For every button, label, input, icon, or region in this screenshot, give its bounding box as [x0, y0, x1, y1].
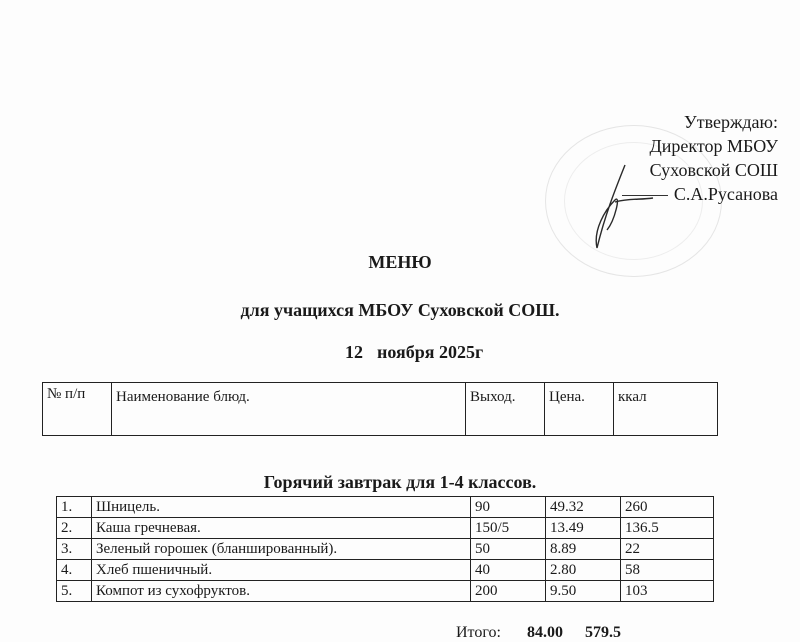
- menu-items-table: [56, 496, 714, 602]
- table-row: [57, 539, 714, 560]
- header-kcal: ккал: [614, 383, 718, 436]
- item-name: Хлеб пшеничный.: [92, 560, 471, 581]
- header-row: [43, 383, 718, 436]
- date-month-year: ноября 2025г: [377, 342, 484, 362]
- totals-kcal: 579.5: [584, 624, 621, 641]
- table-row: [57, 518, 714, 539]
- header-name: Наименование блюд.: [112, 383, 466, 436]
- item-output: 200: [471, 581, 546, 602]
- totals-row: [456, 624, 621, 642]
- item-name: Шницель.: [92, 497, 471, 518]
- item-name: Зеленый горошек (бланшированный).: [92, 539, 471, 560]
- menu-header-table: [42, 382, 718, 436]
- signature-line: [622, 195, 668, 196]
- approval-signatory: С.А.Русанова: [673, 184, 778, 204]
- item-number: 4.: [57, 560, 92, 581]
- approval-heading: Утверждаю:: [683, 112, 778, 132]
- date-day: 12: [345, 342, 363, 362]
- item-price: 49.32: [546, 497, 621, 518]
- item-number: 1.: [57, 497, 92, 518]
- item-price: 13.49: [546, 518, 621, 539]
- approval-school: Суховской СОШ: [649, 160, 778, 180]
- item-kcal: 103: [621, 581, 714, 602]
- header-number: № п/п: [43, 383, 112, 436]
- approval-signatory-line: [622, 182, 778, 206]
- item-kcal: 260: [621, 497, 714, 518]
- item-number: 5.: [57, 581, 92, 602]
- section-title: Горячий завтрак для 1-4 классов.: [263, 472, 537, 492]
- item-number: 2.: [57, 518, 92, 539]
- header-output: Выход.: [466, 383, 545, 436]
- document-subtitle: для учащихся МБОУ Суховской СОШ.: [240, 300, 560, 320]
- totals-label: Итого:: [456, 624, 501, 641]
- item-output: 90: [471, 497, 546, 518]
- item-kcal: 58: [621, 560, 714, 581]
- document-title: МЕНЮ: [368, 252, 432, 272]
- approval-block: [622, 110, 778, 206]
- approval-position: Директор МБОУ: [649, 136, 778, 156]
- item-output: 50: [471, 539, 546, 560]
- item-number: 3.: [57, 539, 92, 560]
- table-row: [57, 497, 714, 518]
- table-row: [57, 581, 714, 602]
- item-name: Каша гречневая.: [92, 518, 471, 539]
- table-row: [57, 560, 714, 581]
- item-output: 40: [471, 560, 546, 581]
- totals-sum: 84.00: [526, 624, 563, 641]
- item-price: 2.80: [546, 560, 621, 581]
- item-kcal: 22: [621, 539, 714, 560]
- item-kcal: 136.5: [621, 518, 714, 539]
- document-date: [345, 342, 483, 363]
- item-name: Компот из сухофруктов.: [92, 581, 471, 602]
- header-price: Цена.: [545, 383, 614, 436]
- item-price: 8.89: [546, 539, 621, 560]
- item-output: 150/5: [471, 518, 546, 539]
- item-price: 9.50: [546, 581, 621, 602]
